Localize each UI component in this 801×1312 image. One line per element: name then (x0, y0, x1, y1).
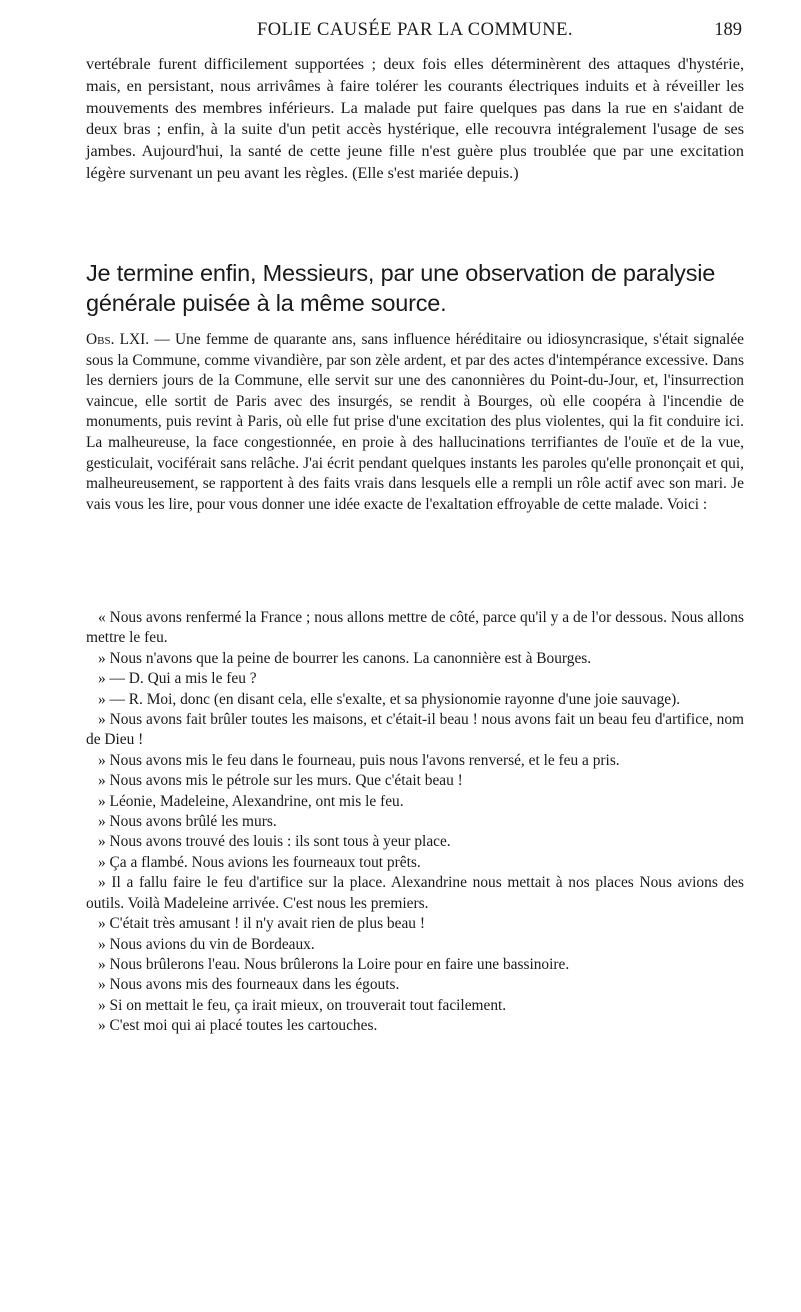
quote-line: » — R. Moi, donc (en disant cela, elle s'exalte, et sa physionomie rayonne d'une joie sauvage). (98, 690, 681, 708)
quote-line: « Nous avons renfermé la France ; nous allons mettre de côté, parce qu'il y a de l'or dessous. Nous allons mettre le feu. (86, 609, 744, 647)
quote-line: » Il a fallu faire le feu d'artifice sur la place. Alexandrine nous mettait à nos places Nous avions des outils. Voilà Madeleine arrivée. C'est nous les premiers. (86, 874, 744, 912)
observation-paragraph (86, 330, 744, 515)
quote-line: » C'était très amusant ! il n'y avait rien de plus beau ! (98, 915, 425, 933)
quote-line: » Nous avions du vin de Bordeaux. (98, 935, 315, 953)
observation-label: Obs. LXI. (86, 331, 150, 348)
quote-line: » C'est moi qui ai placé toutes les cartouches. (98, 1017, 378, 1035)
quote-line: » — D. Qui a mis le feu ? (98, 670, 257, 688)
paragraph-introduction-large: Je termine enfin, Messieurs, par une observation de paralysie générale puisée à la même source. (86, 260, 716, 316)
observation-text: — Une femme de quarante ans, sans influence héréditaire ou idiosyncrasique, s'était signalée sous la Commune, comme vivandière, par son zèle ardent, et par des actes d'intempérance excessive. Dans les derniers jours de la Commune, elle servit sur une des canonnières du Point-du-Jour, et, l'insurrection vaincue, elle sortit de Paris avec des insurgés, se rendit à Bourges, où elle coopéra à l'incendie de monuments, puis revint à Paris, où elle fut prise d'une excitation des plus violentes, qui la fit conduire ici. La malheureuse, la face congestionnée, en proie à des hallucinations terrifiantes de l'ouïe et de la vue, gesticulait, vociférait sans relâche. J'ai écrit pendant quelques instants les paroles qu'elle prononçait et qui, malheureusement, se rapportent à des faits vrais dans lesquels elle a rempli un rôle actif avec son mari. Je vais vous les lire, pour vous donner une idée exacte de l'exaltation effroyable de cette malade. Voici : (86, 331, 744, 513)
quote-line: » Si on mettait le feu, ça irait mieux, on trouverait tout facilement. (98, 996, 507, 1014)
patient-quotes (86, 608, 744, 1037)
quote-line: » Léonie, Madeleine, Alexandrine, ont mis le feu. (98, 792, 404, 810)
page-number: 189 (714, 20, 742, 40)
running-title: FOLIE CAUSÉE PAR LA COMMUNE. (256, 20, 574, 40)
quote-line: » Nous avons fait brûler toutes les maisons, et c'était-il beau ! nous avons fait un beau feu d'artifice, nom de Dieu ! (86, 711, 744, 749)
page-header (88, 20, 742, 44)
quote-line: » Nous avons mis le feu dans le fourneau, puis nous l'avons renversé, et le feu a pris. (98, 751, 620, 769)
paragraph-hysteria-case: vertébrale furent difficilement supportées ; deux fois elles déterminèrent des attaques d'hystérie, mais, en persistant, nous arrivâmes à faire tolérer les courants électriques induits et à réveiller les mouvements des membres inférieurs. La malade put faire quelques pas dans la rue en s'aidant de deux bras ; enfin, à la suite d'un petit accès hystérique, elle recouvra intégralement l'usage de ses jambes. Aujourd'hui, la santé de cette jeune fille n'est guère plus troublée que par une excitation légère survenant un peu avant les règles. (Elle s'est mariée depuis.) (86, 55, 744, 182)
quote-line: » Nous n'avons que la peine de bourrer les canons. La canonnière est à Bourges. (98, 649, 592, 667)
quote-line: » Nous avons brûlé les murs. (98, 813, 277, 831)
quote-line: » Nous avons mis le pétrole sur les murs. Que c'était beau ! (98, 772, 463, 790)
quote-line: » Nous avons mis des fourneaux dans les égouts. (98, 976, 400, 994)
quote-line: » Nous avons trouvé des louis : ils sont tous à yeur place. (98, 833, 451, 851)
quote-line: » Nous brûlerons l'eau. Nous brûlerons la Loire pour en faire une bassinoire. (98, 955, 570, 973)
quote-line: » Ça a flambé. Nous avions les fourneaux tout prêts. (98, 853, 421, 871)
